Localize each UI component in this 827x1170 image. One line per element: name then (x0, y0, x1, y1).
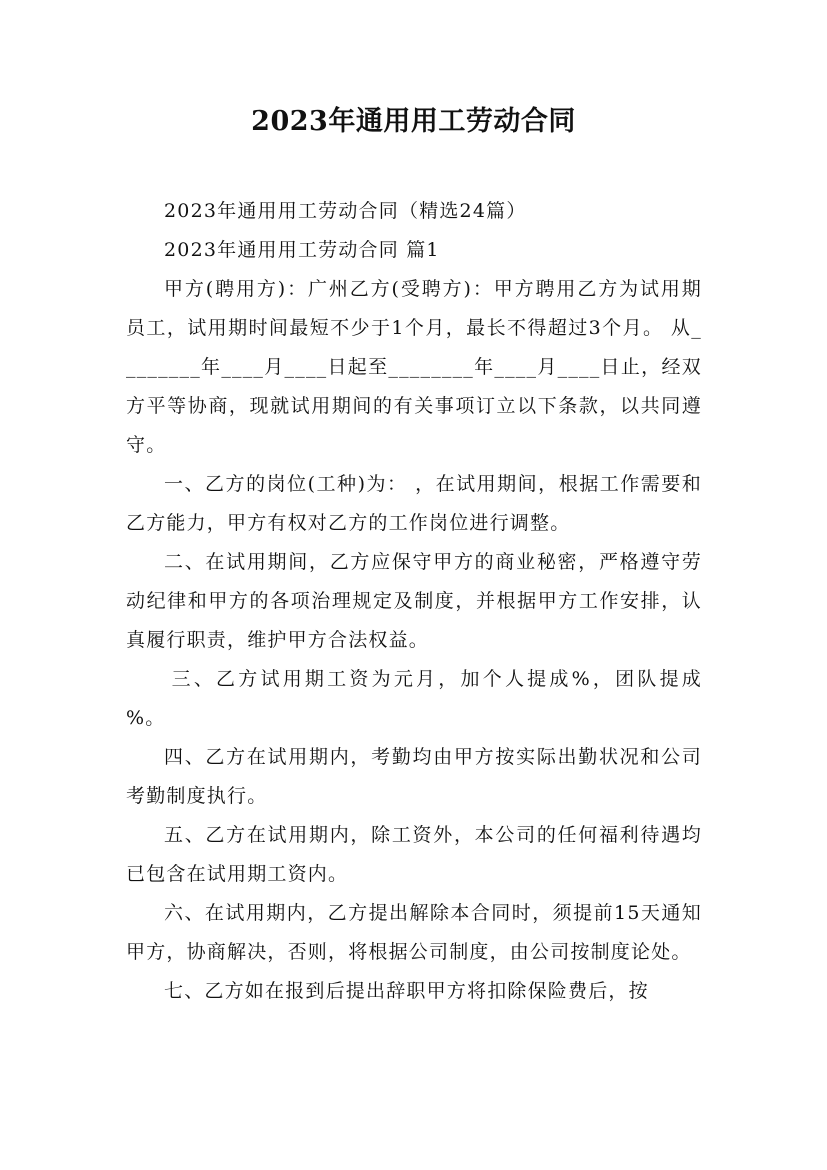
paragraph-clause-4: 四、乙方在试用期内，考勤均由甲方按实际出勤状况和公司考勤制度执行。 (126, 746, 702, 807)
paragraph-clause-1: 一、乙方的岗位(工种)为： ，在试用期间，根据工作需要和乙方能力，甲方有权对乙方的工作岗位进行调整。 (126, 473, 702, 534)
paragraph-clause-6: 六、在试用期内，乙方提出解除本合同时，须提前15天通知甲方，协商解决，否则，将根据公司制度，由公司按制度论处。 (126, 902, 702, 963)
document-subtitle: 2023年通用用工劳动合同（精选24篇） (164, 200, 527, 222)
section-heading: 2023年通用用工劳动合同 篇1 (164, 239, 440, 261)
document-body (126, 192, 702, 1011)
paragraph-parties: 甲方(聘用方)：广州乙方(受聘方)：甲方聘用乙方为试用期员工，试用期时间最短不少于1个月，最长不得超过3个月。 从________年____月____日起至________年____月____日止，经双方平等协商，现就试用期间的有关事项订立以下条款，以共同遵守。 (126, 278, 702, 456)
paragraph-clause-3: 三、乙方试用期工资为元月，加个人提成%，团队提成 %。 (126, 668, 702, 729)
document-title: 2023年通用用工劳动合同 (251, 106, 576, 137)
paragraph-clause-5: 五、乙方在试用期内，除工资外，本公司的任何福利待遇均已包含在试用期工资内。 (126, 824, 702, 885)
paragraph-clause-7: 七、乙方如在报到后提出辞职甲方将扣除保险费后，按 (164, 980, 649, 1002)
paragraph-clause-2: 二、在试用期间，乙方应保守甲方的商业秘密，严格遵守劳动纪律和甲方的各项治理规定及制度，并根据甲方工作安排，认真履行职责，维护甲方合法权益。 (126, 551, 702, 651)
